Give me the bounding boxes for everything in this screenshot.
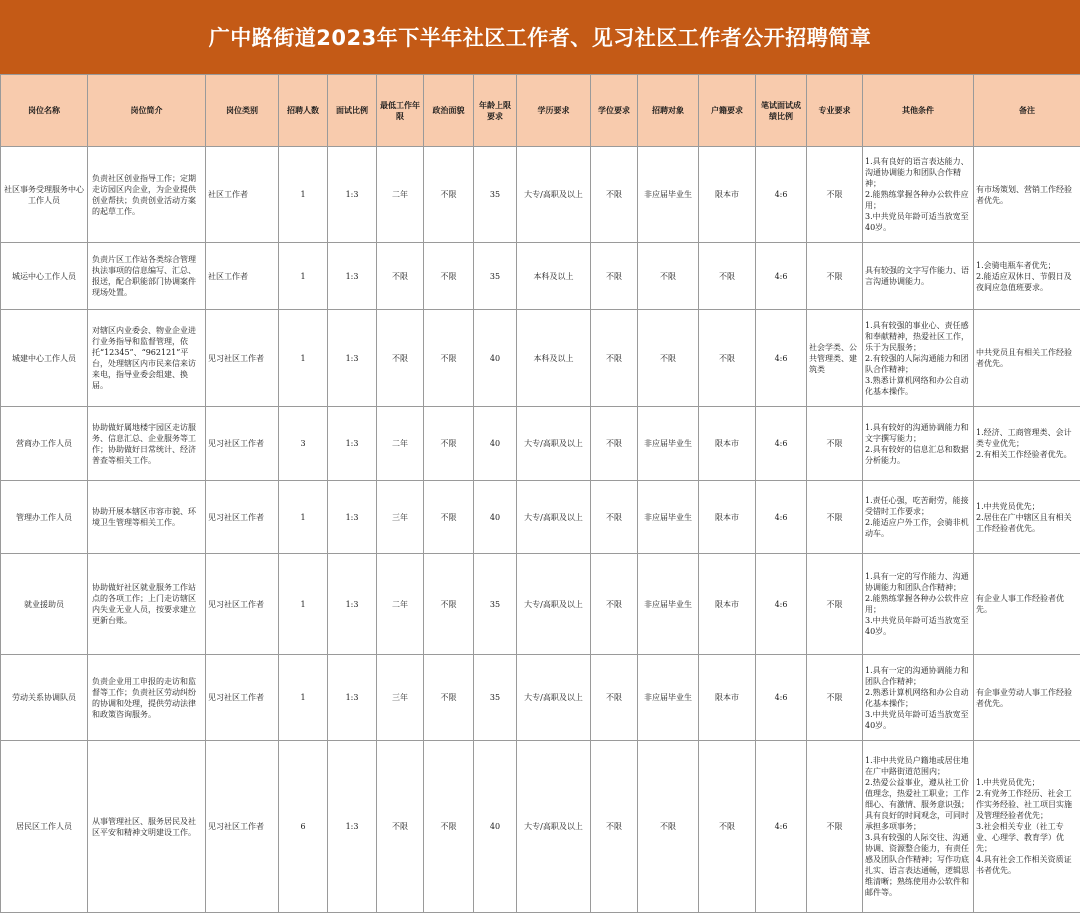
- position-intro: 负责社区创业指导工作；定期走访园区内企业，为企业提供创业帮扶；负责创业活动方案的起草工作。: [88, 147, 206, 243]
- position-category: 见习社区工作者: [206, 655, 279, 741]
- hukou-req: 限本市: [699, 655, 756, 741]
- header-cell: 备注: [974, 75, 1080, 147]
- score-ratio: 4:6: [756, 243, 807, 310]
- education-req: 大专/高职及以上: [517, 481, 591, 554]
- min-work-years: 不限: [377, 243, 424, 310]
- age-limit: 35: [474, 243, 517, 310]
- political-status: 不限: [424, 243, 474, 310]
- remarks: 1.会骑电瓶车者优先； 2.能适应双休日、节假日及夜间应急值班要求。: [974, 243, 1080, 310]
- header-cell: 招聘人数: [279, 75, 328, 147]
- position-intro: 负责片区工作站各类综合管理执法事项的信息编写、汇总、报送，配合职能部门协调案件现场处置。: [88, 243, 206, 310]
- interview-ratio: 1:3: [328, 310, 377, 407]
- position-intro: 协助开展本辖区市容市貌、环境卫生管理等相关工作。: [88, 481, 206, 554]
- interview-ratio: 1:3: [328, 481, 377, 554]
- table-row: [1, 310, 1080, 407]
- position-category: 见习社区工作者: [206, 310, 279, 407]
- recruit-target: 不限: [638, 741, 699, 913]
- table-row: [1, 481, 1080, 554]
- min-work-years: 二年: [377, 554, 424, 655]
- header-cell: 年龄上限要求: [474, 75, 517, 147]
- header-cell: 岗位类别: [206, 75, 279, 147]
- table-row: [1, 243, 1080, 310]
- age-limit: 40: [474, 741, 517, 913]
- major-req: 不限: [807, 407, 863, 481]
- remarks: 有市场策划、营销工作经验者优先。: [974, 147, 1080, 243]
- header-cell: 招聘对象: [638, 75, 699, 147]
- political-status: 不限: [424, 407, 474, 481]
- age-limit: 35: [474, 147, 517, 243]
- recruit-target: 不限: [638, 310, 699, 407]
- political-status: 不限: [424, 655, 474, 741]
- score-ratio: 4:6: [756, 554, 807, 655]
- hire-count: 1: [279, 243, 328, 310]
- header-cell: 学位要求: [591, 75, 638, 147]
- interview-ratio: 1:3: [328, 147, 377, 243]
- major-req: 不限: [807, 147, 863, 243]
- education-req: 大专/高职及以上: [517, 554, 591, 655]
- score-ratio: 4:6: [756, 655, 807, 741]
- table-row: [1, 741, 1080, 913]
- major-req: 不限: [807, 243, 863, 310]
- hire-count: 1: [279, 310, 328, 407]
- age-limit: 40: [474, 481, 517, 554]
- header-cell: 户籍要求: [699, 75, 756, 147]
- degree-req: 不限: [591, 407, 638, 481]
- degree-req: 不限: [591, 481, 638, 554]
- position-intro: 对辖区内业委会、物业企业进行业务指导和监督管理，依托“12345”、“962121”平台，处理辖区内市民来信来访来电，指导业委会组建、换届。: [88, 310, 206, 407]
- education-req: 本科及以上: [517, 310, 591, 407]
- position-category: 见习社区工作者: [206, 741, 279, 913]
- hire-count: 1: [279, 481, 328, 554]
- hukou-req: 限本市: [699, 481, 756, 554]
- position-name: 劳动关系协调队员: [1, 655, 88, 741]
- hire-count: 1: [279, 147, 328, 243]
- education-req: 大专/高职及以上: [517, 407, 591, 481]
- position-name: 城建中心工作人员: [1, 310, 88, 407]
- major-req: 不限: [807, 655, 863, 741]
- hukou-req: 不限: [699, 310, 756, 407]
- major-req: 社会学类、公共管理类、建筑类: [807, 310, 863, 407]
- score-ratio: 4:6: [756, 147, 807, 243]
- position-intro: 负责企业用工申报的走访和监督等工作；负责社区劳动纠纷的协调和处理，提供劳动法律和政策咨询服务。: [88, 655, 206, 741]
- position-name: 管理办工作人员: [1, 481, 88, 554]
- min-work-years: 不限: [377, 310, 424, 407]
- score-ratio: 4:6: [756, 310, 807, 407]
- other-conditions: 1.具有一定的写作能力、沟通协调能力和团队合作精神； 2.能熟练掌握各种办公软件应用； 3.中共党员年龄可适当放宽至40岁。: [863, 554, 974, 655]
- education-req: 大专/高职及以上: [517, 147, 591, 243]
- score-ratio: 4:6: [756, 407, 807, 481]
- position-category: 见习社区工作者: [206, 554, 279, 655]
- education-req: 本科及以上: [517, 243, 591, 310]
- age-limit: 40: [474, 407, 517, 481]
- position-name: 城运中心工作人员: [1, 243, 88, 310]
- remarks: 1.中共党员优先； 2.居住在广中辖区且有相关工作经验者优先。: [974, 481, 1080, 554]
- hukou-req: 不限: [699, 741, 756, 913]
- age-limit: 35: [474, 554, 517, 655]
- remarks: 有企业人事工作经验者优先。: [974, 554, 1080, 655]
- position-intro: 从事管理社区、服务居民及社区平安和精神文明建设工作。: [88, 741, 206, 913]
- other-conditions: 1.责任心强，吃苦耐劳，能接受错时工作要求； 2.能适应户外工作，会骑非机动车。: [863, 481, 974, 554]
- recruit-target: 非应届毕业生: [638, 655, 699, 741]
- table-row: [1, 147, 1080, 243]
- table-row: [1, 554, 1080, 655]
- header-cell: 笔试面试成绩比例: [756, 75, 807, 147]
- min-work-years: 三年: [377, 481, 424, 554]
- political-status: 不限: [424, 481, 474, 554]
- min-work-years: 三年: [377, 655, 424, 741]
- min-work-years: 二年: [377, 407, 424, 481]
- position-category: 社区工作者: [206, 243, 279, 310]
- position-category: 见习社区工作者: [206, 481, 279, 554]
- degree-req: 不限: [591, 655, 638, 741]
- interview-ratio: 1:3: [328, 554, 377, 655]
- interview-ratio: 1:3: [328, 243, 377, 310]
- remarks: 1.中共党员优先； 2.有党务工作经历、社会工作实务经验、社工项目实施及管理经验者优先； 3.社会相关专业（社工专业、心理学、教育学）优先； 4.具有社会工作相关资质证书者优先。: [974, 741, 1080, 913]
- recruit-target: 非应届毕业生: [638, 407, 699, 481]
- min-work-years: 二年: [377, 147, 424, 243]
- age-limit: 35: [474, 655, 517, 741]
- hukou-req: 限本市: [699, 147, 756, 243]
- page-banner: [0, 0, 1080, 74]
- political-status: 不限: [424, 741, 474, 913]
- remarks: 有企事业劳动人事工作经验者优先。: [974, 655, 1080, 741]
- other-conditions: 1.具有一定的沟通协调能力和团队合作精神； 2.熟悉计算机网络和办公自动化基本操作； 3.中共党员年龄可适当放宽至40岁。: [863, 655, 974, 741]
- position-name: 营商办工作人员: [1, 407, 88, 481]
- hire-count: 3: [279, 407, 328, 481]
- other-conditions: 1.具有较强的事业心、责任感和奉献精神，热爱社区工作，乐于为民服务； 2.有较强的人际沟通能力和团队合作精神； 3.熟悉计算机网络和办公自动化基本操作。: [863, 310, 974, 407]
- recruit-target: 非应届毕业生: [638, 147, 699, 243]
- table-row: [1, 407, 1080, 481]
- header-cell: 政治面貌: [424, 75, 474, 147]
- header-cell: 学历要求: [517, 75, 591, 147]
- remarks: 中共党员且有相关工作经验者优先。: [974, 310, 1080, 407]
- position-intro: 协助做好属地楼宇园区走访服务、信息汇总、企业服务等工作；协助做好日常统计、经济普查等相关工作。: [88, 407, 206, 481]
- position-name: 社区事务受理服务中心工作人员: [1, 147, 88, 243]
- hire-count: 1: [279, 655, 328, 741]
- interview-ratio: 1:3: [328, 741, 377, 913]
- header-cell: 岗位名称: [1, 75, 88, 147]
- hukou-req: 限本市: [699, 407, 756, 481]
- degree-req: 不限: [591, 741, 638, 913]
- position-intro: 协助做好社区就业服务工作站点的各项工作；上门走访辖区内失业无业人员，按要求建立更新台账。: [88, 554, 206, 655]
- remarks: 1.经济、工商管理类、会计类专业优先； 2.有相关工作经验者优先。: [974, 407, 1080, 481]
- position-category: 社区工作者: [206, 147, 279, 243]
- position-category: 见习社区工作者: [206, 407, 279, 481]
- age-limit: 40: [474, 310, 517, 407]
- education-req: 大专/高职及以上: [517, 741, 591, 913]
- recruitment-table: [0, 74, 1080, 913]
- position-name: 居民区工作人员: [1, 741, 88, 913]
- interview-ratio: 1:3: [328, 407, 377, 481]
- major-req: 不限: [807, 481, 863, 554]
- degree-req: 不限: [591, 310, 638, 407]
- min-work-years: 不限: [377, 741, 424, 913]
- other-conditions: 1.非中共党员户籍地或居住地在广中路街道范围内； 2.热爱公益事业，遵从社工价值理念，热爱社工职业；工作细心、有激情、服务意识强；具有良好的时间观念，可同时承担多项事务； 3.具有较强的人际交往、沟通协调、资源整合能力，有责任感及团队合作精神；写作功底扎实、语言表达通畅，逻辑思维清晰；熟练使用办公软件和邮件等。: [863, 741, 974, 913]
- recruit-target: 非应届毕业生: [638, 481, 699, 554]
- table-row: [1, 655, 1080, 741]
- hire-count: 1: [279, 554, 328, 655]
- hukou-req: 限本市: [699, 554, 756, 655]
- header-cell: 其他条件: [863, 75, 974, 147]
- education-req: 大专/高职及以上: [517, 655, 591, 741]
- hire-count: 6: [279, 741, 328, 913]
- interview-ratio: 1:3: [328, 655, 377, 741]
- header-row: [1, 75, 1080, 147]
- degree-req: 不限: [591, 243, 638, 310]
- recruit-target: 不限: [638, 243, 699, 310]
- political-status: 不限: [424, 147, 474, 243]
- page-title: 广中路街道2023年下半年社区工作者、见习社区工作者公开招聘简章: [209, 22, 871, 52]
- other-conditions: 1.具有较好的沟通协调能力和文字撰写能力； 2.具有较好的信息汇总和数据分析能力。: [863, 407, 974, 481]
- degree-req: 不限: [591, 147, 638, 243]
- other-conditions: 1.具有良好的语言表达能力、沟通协调能力和团队合作精神； 2.能熟练掌握各种办公软件应用； 3.中共党员年龄可适当放宽至40岁。: [863, 147, 974, 243]
- hukou-req: 不限: [699, 243, 756, 310]
- header-cell: 专业要求: [807, 75, 863, 147]
- political-status: 不限: [424, 554, 474, 655]
- score-ratio: 4:6: [756, 481, 807, 554]
- political-status: 不限: [424, 310, 474, 407]
- degree-req: 不限: [591, 554, 638, 655]
- position-name: 就业援助员: [1, 554, 88, 655]
- score-ratio: 4:6: [756, 741, 807, 913]
- recruit-target: 非应届毕业生: [638, 554, 699, 655]
- major-req: 不限: [807, 741, 863, 913]
- header-cell: 面试比例: [328, 75, 377, 147]
- header-cell: 岗位简介: [88, 75, 206, 147]
- other-conditions: 具有较强的文字写作能力、语言沟通协调能力。: [863, 243, 974, 310]
- header-cell: 最低工作年限: [377, 75, 424, 147]
- major-req: 不限: [807, 554, 863, 655]
